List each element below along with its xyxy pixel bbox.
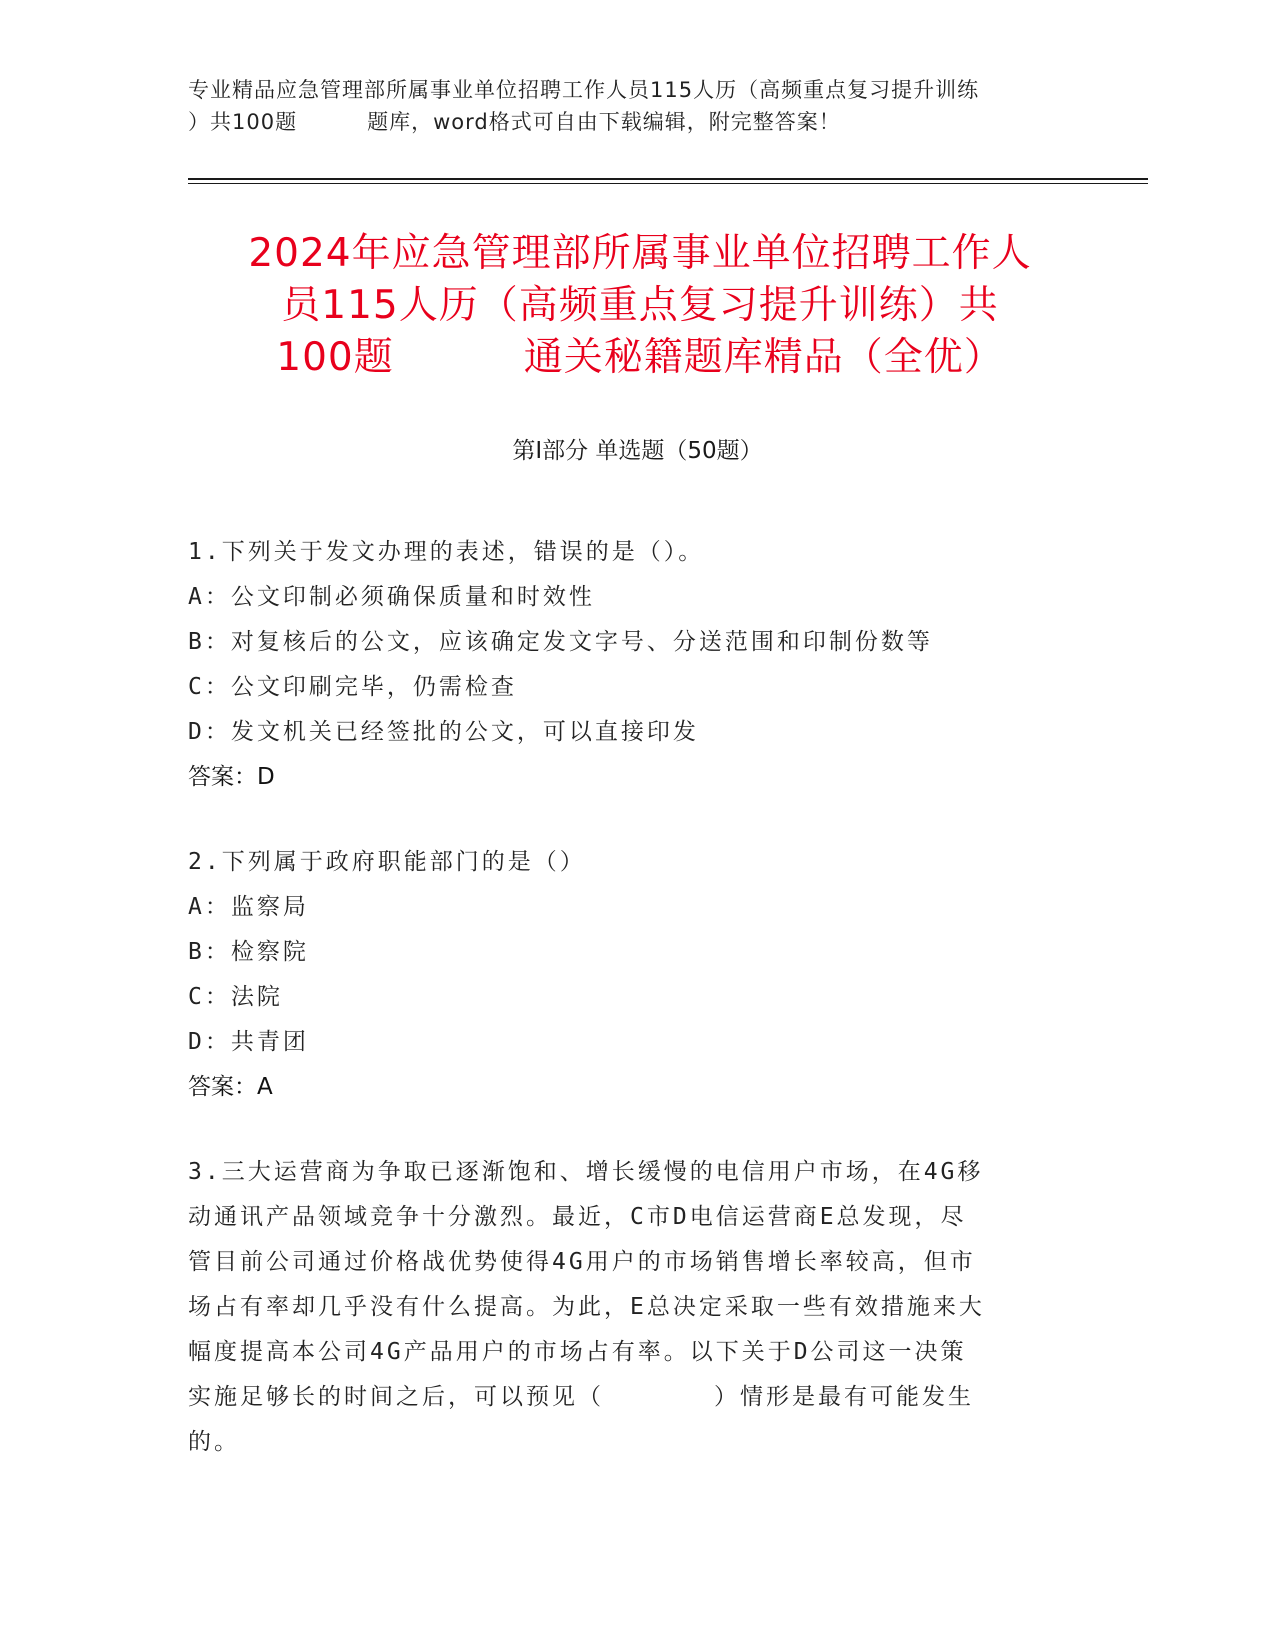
question-2 — [188, 840, 1088, 1110]
option-b: B：检察院 — [188, 939, 309, 965]
title-line-2: 员115人历（高频重点复习提升训练）共 — [281, 283, 999, 328]
header-line-2a: ）共100题 — [188, 110, 298, 134]
option-d: D：共青团 — [188, 1029, 309, 1055]
question-stem-line: 管目前公司通过价格战优势使得4G用户的市场销售增长率较高，但市 — [188, 1249, 976, 1275]
header-line-1: 专业精品应急管理部所属事业单位招聘工作人员115人历（高频重点复习提升训练 — [188, 78, 980, 102]
option-d: D：发文机关已经签批的公文，可以直接印发 — [188, 719, 699, 745]
question-stem-line — [188, 1375, 1088, 1420]
question-3 — [188, 1150, 1088, 1465]
question-list — [188, 530, 1088, 1505]
title-line-3a: 100题 — [276, 335, 394, 380]
option-c: C：法院 — [188, 984, 283, 1010]
option-b: B：对复核后的公文，应该确定发文字号、分送范围和印制份数等 — [188, 629, 933, 655]
question-stem-line: 动通讯产品领域竞争十分激烈。最近，C市D电信运营商E总发现，尽 — [188, 1204, 967, 1230]
header-line-2b: 题库，word格式可自由下载编辑，附完整答案！ — [367, 110, 841, 134]
question-stem-line: 场占有率却几乎没有什么提高。为此，E总决定采取一些有效措施来大 — [188, 1294, 985, 1320]
option-a: A：监察局 — [188, 894, 309, 920]
document-title — [160, 228, 1120, 384]
section-title: 第Ⅰ部分 单选题（50题） — [512, 438, 763, 464]
title-line-3 — [160, 332, 1120, 384]
option-c: C：公文印刷完毕，仍需检查 — [188, 674, 517, 700]
option-a: A：公文印制必须确保质量和时效性 — [188, 584, 595, 610]
header-rule-thick — [188, 178, 1148, 180]
header-note — [188, 74, 1098, 138]
question-stem-line: 3.三大运营商为争取已逐渐饱和、增长缓慢的电信用户市场，在4G移 — [188, 1159, 984, 1185]
header-line-2 — [188, 106, 1098, 138]
question-stem: 1.下列关于发文办理的表述，错误的是（）。 — [188, 539, 705, 565]
stem-text: ）情形是最有可能发生 — [714, 1384, 974, 1410]
answer: 答案：D — [188, 764, 275, 790]
stem-text: 实施足够长的时间之后，可以预见（ — [188, 1384, 604, 1410]
question-stem-line: 幅度提高本公司4G产品用户的市场占有率。以下关于D公司这一决策 — [188, 1339, 967, 1365]
question-stem-line: 的。 — [188, 1429, 240, 1455]
title-line-3b: 通关秘籍题库精品（全优） — [523, 335, 1004, 380]
title-line-1: 2024年应急管理部所属事业单位招聘工作人 — [248, 231, 1032, 276]
question-stem: 2.下列属于政府职能部门的是（） — [188, 849, 586, 875]
answer: 答案：A — [188, 1074, 273, 1100]
question-1 — [188, 530, 1088, 800]
header-rule-thin — [188, 183, 1148, 184]
